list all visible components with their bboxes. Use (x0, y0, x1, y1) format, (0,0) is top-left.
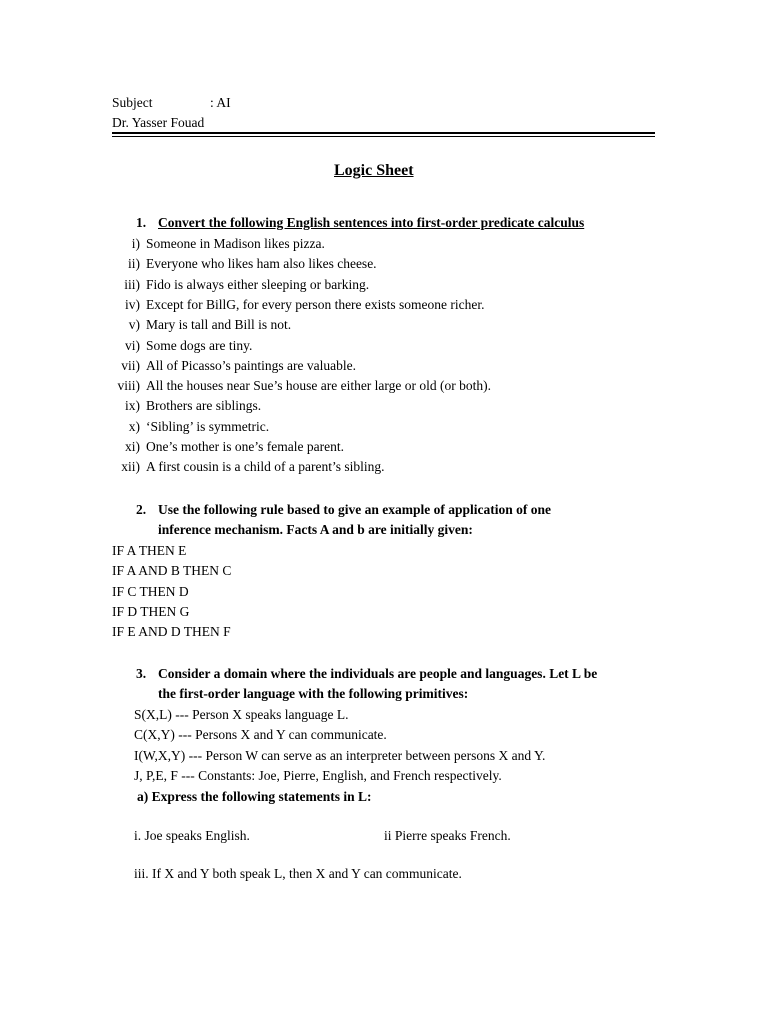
q1-item-text: Everyone who likes ham also likes cheese. (146, 256, 377, 271)
subject-label: Subject (112, 95, 153, 110)
q1-item-numeral: iv) (125, 297, 140, 312)
q2-rule: IF E AND D THEN F (112, 624, 231, 639)
q1-item-text: All the houses near Sue’s house are either large or old (or both). (146, 378, 492, 393)
q2-rule: IF D THEN G (112, 604, 190, 619)
q1-item-text: ‘Sibling’ is symmetric. (146, 419, 270, 434)
q3-primitive: C(X,Y) --- Persons X and Y can communicate. (134, 727, 387, 742)
q1-item-numeral: xii) (121, 459, 140, 474)
q3-statement-ii: ii Pierre speaks French. (384, 828, 511, 843)
q1-item-text: Except for BillG, for every person there exists someone richer. (146, 297, 485, 312)
q1-item-numeral: x) (128, 419, 140, 434)
q1-item-numeral: ix) (125, 398, 140, 413)
q2-heading-line2: inference mechanism. Facts A and b are initially given: (158, 522, 473, 537)
q1-item-text: One’s mother is one’s female parent. (146, 439, 344, 454)
q1-item-text: Mary is tall and Bill is not. (146, 317, 292, 332)
q1-item-numeral: v) (128, 317, 140, 332)
author-name: Dr. Yasser Fouad (112, 115, 205, 130)
q1-number: 1. (136, 215, 147, 230)
q1-item-text: Fido is always either sleeping or barking. (146, 277, 370, 292)
q3-statement-iii: iii. If X and Y both speak L, then X and Y can communicate. (134, 866, 462, 881)
q3-statement-i: i. Joe speaks English. (134, 828, 250, 843)
q2-number: 2. (136, 502, 147, 517)
q3-sub-a: a) Express the following statements in L: (137, 789, 372, 804)
q3-number: 3. (136, 666, 147, 681)
header-rule-thin (112, 136, 655, 137)
q1-item-numeral: iii) (124, 277, 140, 292)
q1-item-text: All of Picasso’s paintings are valuable. (146, 358, 356, 373)
q2-rule: IF A AND B THEN C (112, 563, 232, 578)
q2-rule: IF A THEN E (112, 543, 187, 558)
q3-heading-line2: the first-order language with the following primitives: (158, 686, 469, 701)
q1-item-text: Someone in Madison likes pizza. (146, 236, 325, 251)
q3-primitive: S(X,L) --- Person X speaks language L. (134, 707, 349, 722)
q3-primitive: J, P,E, F --- Constants: Joe, Pierre, English, and French respectively. (134, 768, 502, 783)
q1-item-numeral: vi) (125, 338, 140, 353)
q2-rule: IF C THEN D (112, 584, 189, 599)
page-title: Logic Sheet (334, 162, 414, 179)
q1-item-text: Brothers are siblings. (146, 398, 262, 413)
q1-heading: Convert the following English sentences into first-order predicate calculus (158, 215, 585, 230)
q1-item-text: Some dogs are tiny. (146, 338, 253, 353)
q1-item-numeral: vii) (121, 358, 140, 373)
q3-primitive: I(W,X,Y) --- Person W can serve as an interpreter between persons X and Y. (134, 748, 546, 763)
q1-item-numeral: ii) (128, 256, 140, 271)
q2-heading-line1: Use the following rule based to give an example of application of one (158, 502, 551, 517)
q3-heading-line1: Consider a domain where the individuals are people and languages. Let L be (158, 666, 598, 681)
q1-item-text: A first cousin is a child of a parent’s sibling. (146, 459, 385, 474)
q1-item-numeral: xi) (125, 439, 140, 454)
subject-value: : AI (210, 95, 231, 110)
header-rule-thick (112, 132, 655, 134)
q1-item-numeral: viii) (117, 378, 140, 393)
q1-item-numeral: i) (131, 236, 140, 251)
